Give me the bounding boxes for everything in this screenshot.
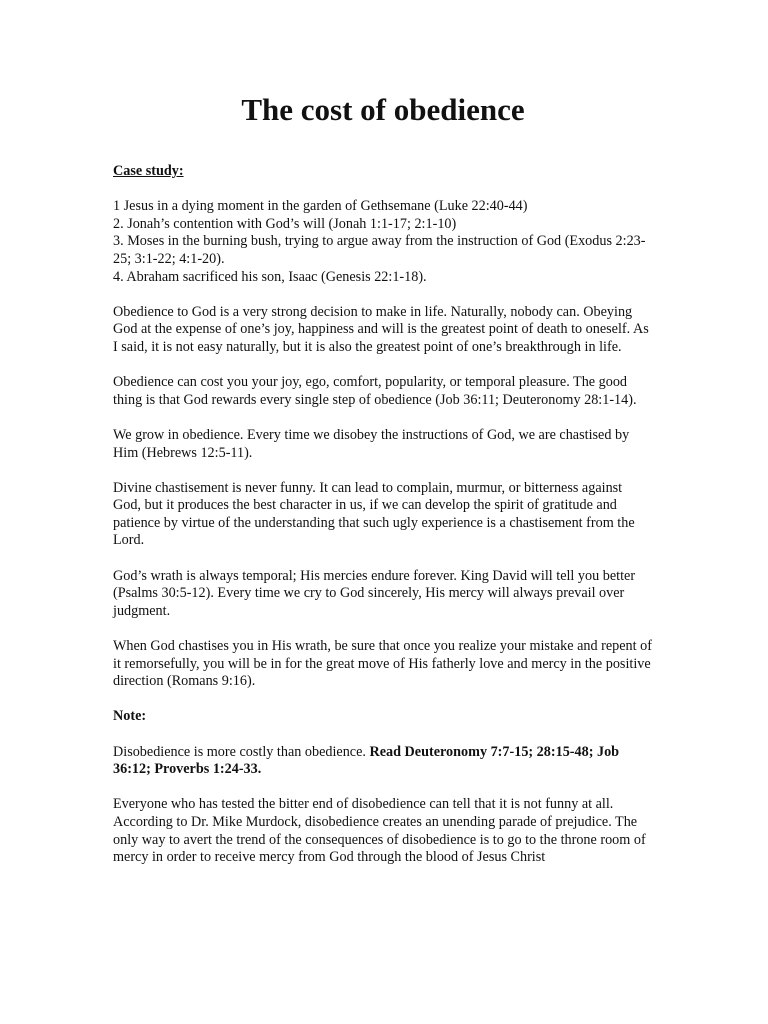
case-item-3: 3. Moses in the burning bush, trying to argue away from the instruction of God (Exodus 2:23-25; 3:1-22; 4:1-20).: [113, 233, 646, 267]
paragraph-gods-wrath: God’s wrath is always temporal; His mercies endure forever. King David will tell you better (Psalms 30:5-12). Every time we cry to God sincerely, His mercy will always prevail over judgment.: [113, 567, 636, 619]
document-body: [113, 163, 653, 884]
paragraph-divine-chastisement: Divine chastisement is never funny. It can lead to complain, murmur, or bitterness against God, but it produces the best character in us, if we can develop the spirit of gratitude and patience by virtue of the understanding that such ugly experience is a chastisement from the Lord.: [113, 479, 635, 549]
case-study-list: [113, 198, 653, 286]
paragraph-obedience-cost: Obedience can cost you your joy, ego, comfort, popularity, or temporal pleasure. The good thing is that God rewards every single step of obedience (Job 36:11; Deuteronomy 28:1-14).: [113, 374, 637, 408]
note-text: Disobedience is more costly than obedience.: [113, 743, 370, 760]
note-references: Read Deuteronomy 7:7-15; 28:15-48; Job 36:12; Proverbs 1:24-33.: [113, 743, 620, 778]
paragraph-god-chastises: When God chastises you in His wrath, be sure that once you realize your mistake and repent of it remorsefully, you will be in for the great move of His fatherly love and mercy in the positive direction (Romans 9:16).: [113, 638, 652, 690]
paragraph-disobedience-end: Everyone who has tested the bitter end of disobedience can tell that it is not funny at all. According to Dr. Mike Murdock, disobedience creates an unending parade of prejudice. The only way to avert the trend of the consequences of disobedience is to go to the throne room of mercy in order to receive mercy from God through the blood of Jesus Christ: [113, 796, 646, 866]
case-item-1: 1 Jesus in a dying moment in the garden of Gethsemane (Luke 22:40-44): [113, 198, 528, 215]
paragraph-grow-in-obedience: We grow in obedience. Every time we disobey the instructions of God, we are chastised by Him (Hebrews 12:5-11).: [113, 426, 630, 461]
document-title: The cost of obedience: [241, 92, 525, 127]
note-paragraph: [113, 744, 653, 779]
case-item-2: 2. Jonah’s contention with God’s will (Jonah 1:1-17; 2:1-10): [113, 215, 457, 232]
note-label: Note:: [113, 708, 147, 725]
paragraph-obedience-decision: Obedience to God is a very strong decision to make in life. Naturally, nobody can. Obeying God at the expense of one’s joy, happiness and will is the greatest point of death to oneself. As I said, it is not easy naturally, but it is also the greatest point of one’s breakthrough in life.: [113, 303, 649, 355]
case-item-4: 4. Abraham sacrificed his son, Isaac (Genesis 22:1-18).: [113, 268, 427, 285]
case-study-label: Case study:: [113, 163, 184, 179]
case-study-heading: [113, 163, 653, 181]
note-heading: [113, 708, 653, 726]
